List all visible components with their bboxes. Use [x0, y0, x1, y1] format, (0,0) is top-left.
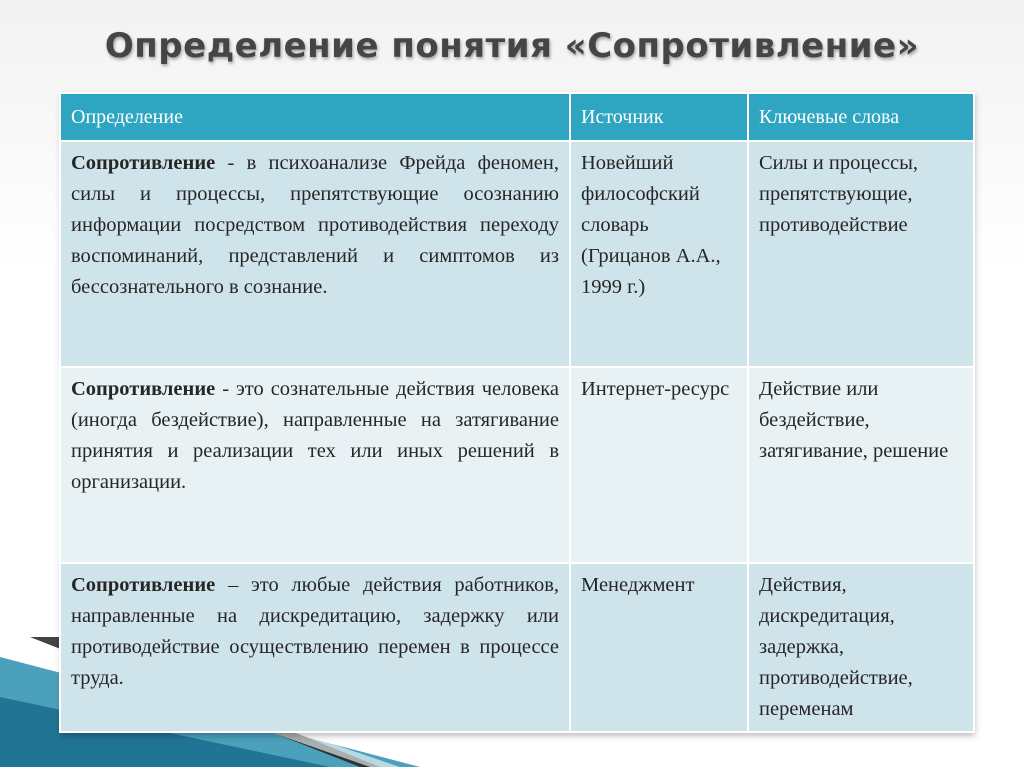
term: Сопротивление [71, 378, 216, 400]
definition-text: – это любые действия работников, направленные на дискредитацию, задержку или противодействие осуществлению перемен в процессе труда. [71, 574, 559, 689]
table-header-row [60, 93, 974, 141]
definition-cell [60, 141, 570, 367]
slide-title: Определение понятия «Сопротивление» [104, 26, 920, 66]
source-cell: Менеджмент [570, 563, 748, 732]
keywords-cell: Действие или бездействие, затягивание, решение [748, 367, 974, 563]
table-row [60, 563, 974, 732]
definition-text: - это сознательные действия человека (иногда бездействие), направленные на затягивание принятия и реализации тех или иных решений в организации. [71, 378, 559, 493]
header-definition: Определение [60, 93, 570, 141]
header-keywords: Ключевые слова [748, 93, 974, 141]
definition-cell [60, 563, 570, 732]
keywords-cell: Силы и процессы, препятствующие, противодействие [748, 141, 974, 367]
definition-text: - в психоанализе Фрейда феномен, силы и процессы, препятствующие осознанию информации посредством противодействия переходу воспоминаний, представлений и симптомов из бессознательного в сознание. [71, 152, 559, 298]
source-cell: Новейший философский словарь (Грицанов А.А., 1999 г.) [570, 141, 748, 367]
definitions-table [59, 92, 975, 733]
term: Сопротивление [71, 152, 216, 174]
table-row [60, 141, 974, 367]
header-source: Источник [570, 93, 748, 141]
definitions-table-wrapper [59, 92, 973, 733]
table-row [60, 367, 974, 563]
source-cell: Интернет-ресурс [570, 367, 748, 563]
term: Сопротивление [71, 574, 216, 596]
definition-cell [60, 367, 570, 563]
keywords-cell: Действия, дискредитация, задержка, противодействие, переменам [748, 563, 974, 732]
